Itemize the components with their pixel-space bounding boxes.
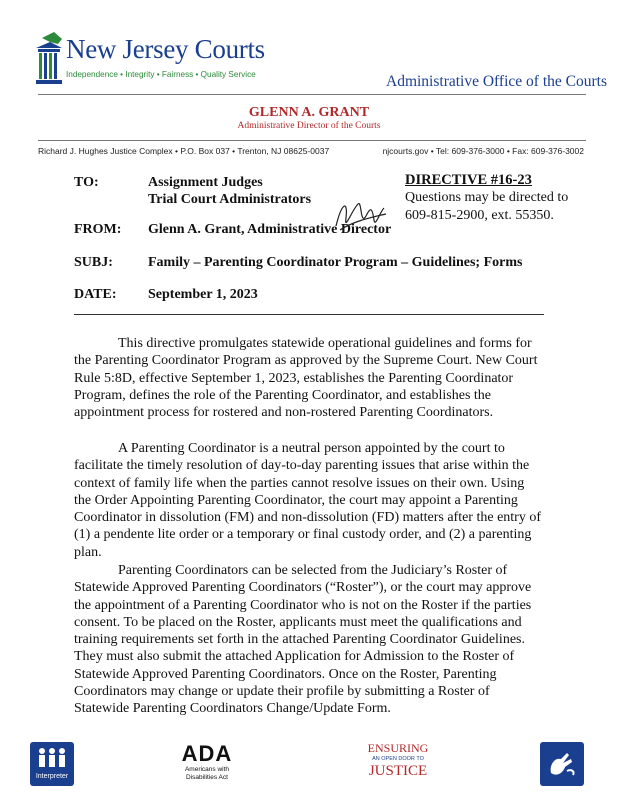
subj-value: Family – Parenting Coordinator Program – Guidelines; Forms [148,255,523,270]
courthouse-icon [36,32,62,84]
from-value: Glenn A. Grant, Administrative Director [148,222,392,237]
body-paragraph-1: This directive promulgates statewide operational guidelines and forms for the Parenting Coordinator Program as approved by the Supreme Court. New Court Rule 5:8D, effective September 1, 2023, establishes the Parenting Coordinator Program, defines the role of the Parenting Coordinator, and establishes the appointment process for rostered and non-rostered Parenting Coordinators. [74,336,538,421]
sign-language-logo [540,742,584,786]
to-recipient-2: Trial Court Administrators [148,192,312,207]
interpreter-label: Interpreter [35,773,69,780]
to-recipient-1: Assignment Judges [148,175,263,190]
subj-label: SUBJ: [74,255,113,270]
body-paragraph-3: Parenting Coordinators can be selected from the Judiciary’s Roster of Statewide Approved Parenting Coordinators (“Roster”), or the court may approve the appointment of a Parenting Coordinator who is not on the Roster if the parties consent. To be placed on the Roster, applicants must meet the qualifications and training requirements set forth in the attached Parenting Coordinator Guidelines. They must also submit the attached Application for Admission to the Roster of Statewide Approved Parenting Coordinators. Once on the Roster, Parenting Coordinators may change or update their profile by submitting a Roster of Statewide Parenting Coordinators Change/Update Form. [74,563,532,717]
org-name: New Jersey Courts [66,34,265,64]
address-line: Richard J. Hughes Justice Complex • P.O. Box 037 • Trenton, NJ 08625-0037 [38,146,330,156]
justice-line-2: AN OPEN DOOR TO [372,756,424,762]
justice-line-3: JUSTICE [368,763,428,779]
questions-contact: Questions may be directed to 609-815-2900, ext. 55350. [405,190,569,223]
org-tagline: Independence • Integrity • Fairness • Quality Service [66,70,256,79]
sign-language-icon [545,747,579,781]
body-paragraph-2: A Parenting Coordinator is a neutral person appointed by the court to facilitate the timely resolution of day-to-day parenting issues that arise within the context of family life when the parties cannot resolve issues on their own. Using the Order Appointing Parenting Coordinator, the court may appoint a Parenting Coordinator in dissolution (FM) and non-dissolution (FD) matters after the entry of (1) a pendente lite order or a temporary or final custody order, and (2) a parenting plan. [74,441,541,560]
director-title: Administrative Director of the Courts [237,121,381,131]
justice-line-1: ENSURING [367,741,429,755]
memo-divider [74,314,544,315]
ada-subtitle-2: Disabilities Act [186,774,228,781]
to-label: TO: [74,175,99,190]
director-name: GLENN A. GRANT [248,105,370,120]
from-label: FROM: [74,222,122,237]
date-value: September 1, 2023 [148,287,258,302]
office-name: Administrative Office of the Courts [386,73,607,90]
ada-subtitle-1: Americans with [184,766,230,773]
ada-logo [176,742,238,788]
contact-line: njcourts.gov • Tel: 609-376-3000 • Fax: 609-376-3002 [382,146,584,156]
people-icon [36,746,68,770]
interpreter-logo [30,742,74,786]
date-label: DATE: [74,287,117,302]
header-divider [38,94,586,95]
signature [328,196,390,240]
ada-title: ADA [181,741,233,766]
justice-logo [358,742,438,786]
directive-number: DIRECTIVE #16-23 [405,172,532,188]
address-divider [38,140,586,141]
